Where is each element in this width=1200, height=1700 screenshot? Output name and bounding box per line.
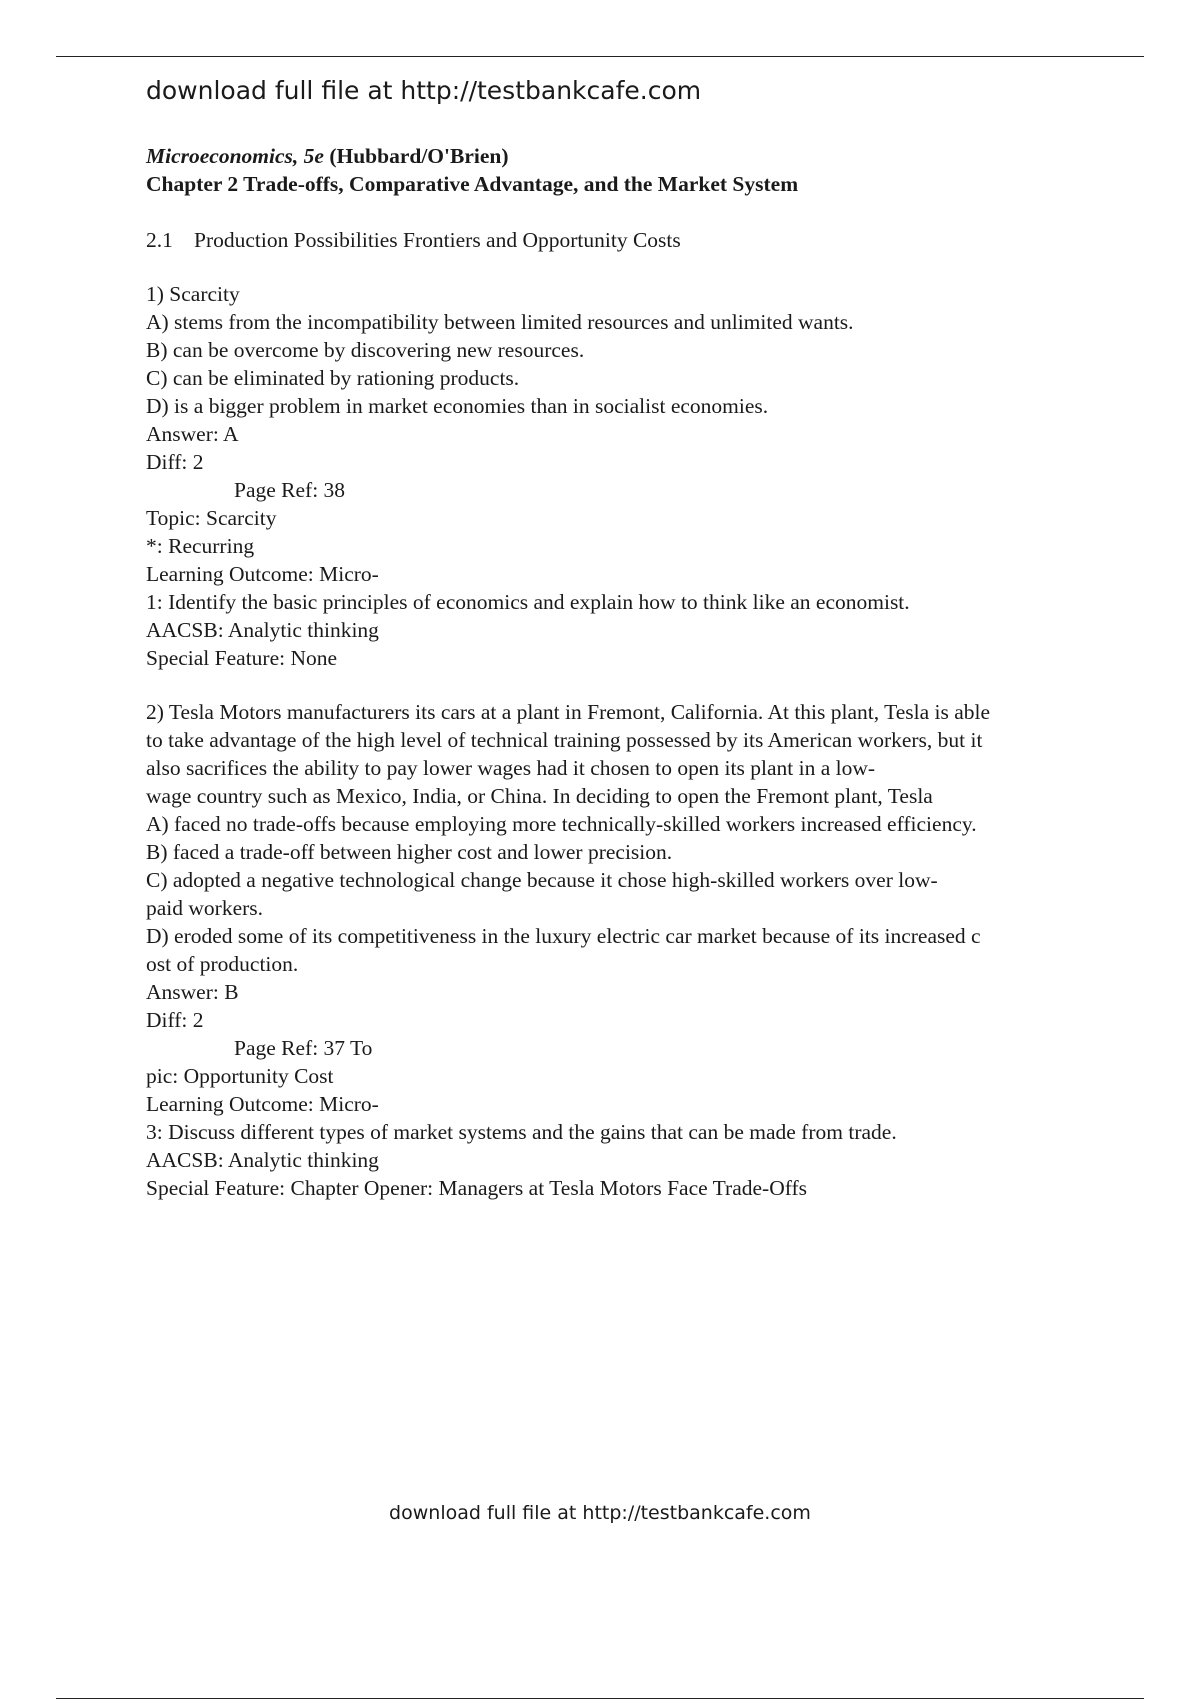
top-divider: [56, 56, 1144, 57]
answer-option: C) can be eliminated by rationing products.: [146, 366, 520, 390]
question-stem: 2) Tesla Motors manufacturers its cars at a plant in Fremont, California. At this plant, Tesla is able: [146, 700, 991, 724]
answer-option: C) adopted a negative technological change because it chose high-skilled workers over low-: [146, 868, 938, 892]
question-item: [146, 280, 1106, 672]
answer-option: ost of production.: [146, 952, 299, 976]
document-body: [146, 142, 1106, 1202]
question-metadata: AACSB: Analytic thinking: [146, 1148, 379, 1172]
question-item: [146, 698, 1106, 1202]
question-list: [146, 280, 1106, 1202]
answer-option: D) is a bigger problem in market economies than in socialist economies.: [146, 394, 769, 418]
answer-key: Answer: A: [146, 422, 239, 446]
question-metadata: 1: Identify the basic principles of economics and explain how to think like an economist.: [146, 590, 910, 614]
book-authors: (Hubbard/O'Brien): [329, 144, 509, 168]
page-reference: Page Ref: 37 To: [234, 1036, 373, 1060]
question-metadata: 3: Discuss different types of market systems and the gains that can be made from trade.: [146, 1120, 897, 1144]
section-number: 2.1: [146, 228, 173, 252]
answer-option: A) stems from the incompatibility between limited resources and unlimited wants.: [146, 310, 854, 334]
answer-key: Answer: B: [146, 980, 239, 1004]
bottom-divider: [56, 1698, 1144, 1699]
difficulty: Diff: 2: [146, 1008, 204, 1032]
question-metadata: Special Feature: Chapter Opener: Managers at Tesla Motors Face Trade-Offs: [146, 1176, 808, 1200]
section-title: Production Possibilities Frontiers and Opportunity Costs: [194, 228, 681, 252]
question-metadata: Learning Outcome: Micro-: [146, 562, 379, 586]
footer-download-text: download full file at http://testbankcafe.com: [389, 1502, 811, 1524]
question-metadata: Topic: Scarcity: [146, 506, 277, 530]
page-reference: Page Ref: 38: [234, 478, 346, 502]
header-download-text: download full file at http://testbankcafe.com: [146, 76, 702, 105]
question-metadata: Learning Outcome: Micro-: [146, 1092, 379, 1116]
difficulty: Diff: 2: [146, 450, 204, 474]
question-stem: 1) Scarcity: [146, 282, 240, 306]
answer-option: B) can be overcome by discovering new resources.: [146, 338, 585, 362]
question-stem: to take advantage of the high level of technical training possessed by its American workers, but it: [146, 728, 983, 752]
chapter-title: Chapter 2 Trade-offs, Comparative Advantage, and the Market System: [146, 172, 799, 196]
book-title: [146, 142, 1106, 170]
answer-option: paid workers.: [146, 896, 264, 920]
question-metadata: AACSB: Analytic thinking: [146, 618, 379, 642]
answer-option: D) eroded some of its competitiveness in the luxury electric car market because of its increased c: [146, 924, 981, 948]
question-stem: wage country such as Mexico, India, or China. In deciding to open the Fremont plant, Tesla: [146, 784, 933, 808]
answer-option: B) faced a trade-off between higher cost and lower precision.: [146, 840, 673, 864]
question-metadata: Special Feature: None: [146, 646, 338, 670]
question-stem: also sacrifices the ability to pay lower wages had it chosen to open its plant in a low-: [146, 756, 876, 780]
book-title-italic: Microeconomics, 5e: [146, 144, 324, 168]
answer-option: A) faced no trade-offs because employing more technically-skilled workers increased efficiency.: [146, 812, 977, 836]
question-metadata: pic: Opportunity Cost: [146, 1064, 334, 1088]
question-metadata: *: Recurring: [146, 534, 255, 558]
section-heading: [146, 226, 1106, 254]
